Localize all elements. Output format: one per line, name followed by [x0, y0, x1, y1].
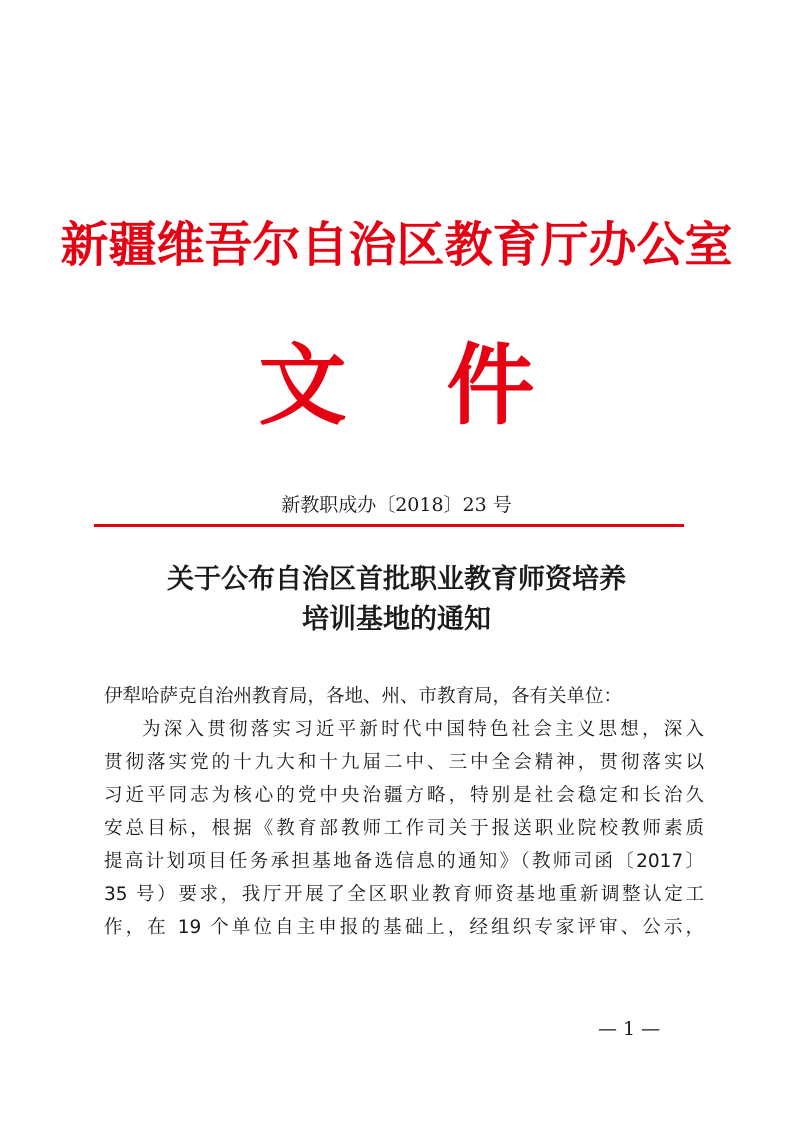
- notice-title-line-1: 关于公布自治区首批职业教育师资培养: [167, 564, 626, 595]
- notice-title-line-2: 培训基地的通知: [302, 604, 491, 635]
- body-line: 35 号）要求，我厅开展了全区职业教育师资基地重新调整认定工: [104, 884, 704, 905]
- body-line: 习近平同志为核心的党中央治疆方略，特别是社会稳定和长治久: [104, 785, 704, 806]
- document-number: 新教职成办〔2018〕23 号: [281, 494, 512, 516]
- issuer-heading: 新疆维吾尔自治区教育厅办公室: [60, 217, 733, 273]
- body-line: 提高计划项目任务承担基地备选信息的通知》（教师司函〔2017〕: [104, 851, 704, 872]
- notice-body: [104, 680, 704, 944]
- body-line: 为深入贯彻落实习近平新时代中国特色社会主义思想，深入: [142, 719, 704, 740]
- notice-title: [60, 560, 733, 640]
- body-line: 安总目标，根据《教育部教师工作司关于报送职业院校教师素质: [104, 818, 704, 839]
- document-type-heading: 文件: [258, 333, 635, 437]
- salutation: 伊犁哈萨克自治州教育局，各地、州、市教育局，各有关单位：: [104, 686, 623, 707]
- body-line: 作，在 19 个单位自主申报的基础上，经组织专家评审、公示，: [104, 917, 704, 938]
- red-divider-line: [94, 524, 684, 527]
- page-number: — 1 —: [598, 1018, 661, 1040]
- body-line: 贯彻落实党的十九大和十九届二中、三中全会精神，贯彻落实以: [104, 752, 704, 773]
